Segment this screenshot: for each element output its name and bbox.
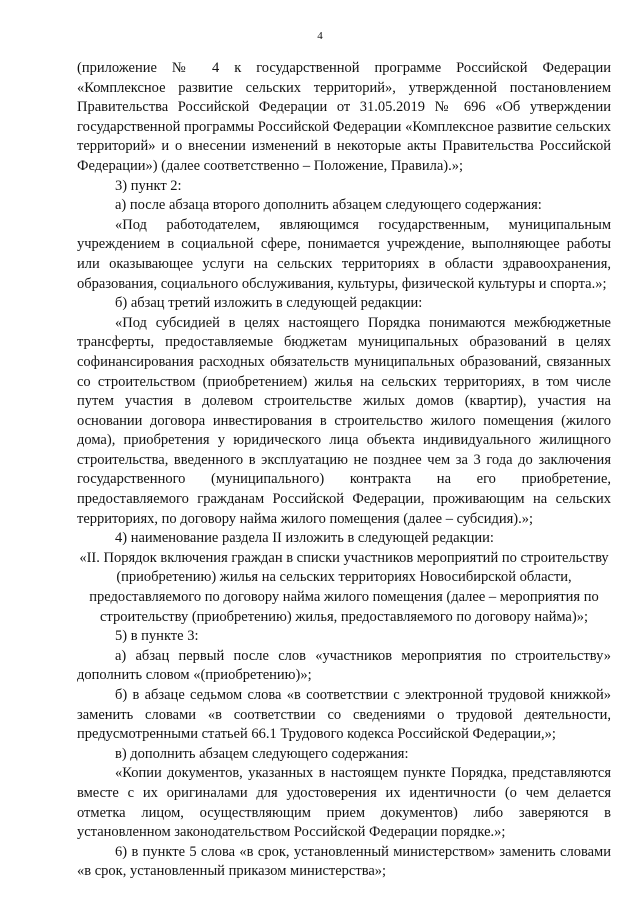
paragraph-item-3b: б) абзац третий изложить в следующей редакции: (115, 295, 423, 312)
section-ii-heading: «II. Порядок включения граждан в списки участников мероприятий по строительству (приобретению) жилья на сельских территориях Новосибирской области, предоставляемого по договору найма жилого помещения (далее – мероприятия по строительству (приобретению) жилья, предоставляемого по договору найма)»; (79, 549, 609, 625)
paragraph-item-5: 5) в пункте 3: (115, 628, 199, 645)
document-body (77, 59, 611, 882)
paragraph-item-5b: б) в абзаце седьмом слова «в соответствии с электронной трудовой книжкой» заменить словами «в соответствии со сведениями о трудовой деятельности, предусмотренными статьей 66.1 Трудового кодекса Российской Федерации,»; (77, 687, 611, 743)
paragraph-item-5a: а) абзац первый после слов «участников мероприятия по строительству» дополнить словом «(приобретению)»; (77, 647, 611, 684)
paragraph-employer-definition: «Под работодателем, являющимся государственным, муниципальным учреждением в социальной сфере, понимается учреждение, выполняющее работы или оказывающее услуги на сельских территориях в области здравоохранения, образования, социального обслуживания, культуры, физической культуры и спорта.»; (77, 216, 611, 292)
paragraph-copies-of-documents: «Копии документов, указанных в настоящем пункте Порядка, представляются вместе с их оригиналами для удостоверения их идентичности (о чем делается отметка лицом, осуществляющим прием документов) либо заверяются в установленном законодательством Российской Федерации порядке.»; (77, 765, 611, 841)
paragraph-subsidy-definition: «Под субсидией в целях настоящего Порядка понимаются межбюджетные трансферты, предоставляемые бюджетам муниципальных образований в целях софинансирования расходных обязательств муниципальных образований, связанных со строительством (приобретением) жилья на сельских территориях, в том числе путем участия в долевом строительстве жилых домов (квартир), участия на основании договора инвестирования в строительство жилого помещения (жилого дома), приобретения у юридического лица объекта индивидуального жилищного строительства, введенного в эксплуатацию не позднее чем за 3 года до заключения государственного (муниципального) контракта на его приобретение, предоставляемого гражданам Российской Федерации, проживающим на сельских территориях, по договору найма жилого помещения (далее – субсидия).»; (77, 314, 611, 527)
paragraph-item-3a: а) после абзаца второго дополнить абзацем следующего содержания: (115, 197, 542, 214)
paragraph-appendix-reference: (приложение № 4 к государственной программе Российской Федерации «Комплексное развитие сельских территорий», утвержденной постановлением Правительства Российской Федерации от 31.05.2019 № 696 «Об утверждении государственной программы Российской Федерации «Комплексное развитие сельских территорий» и о внесении изменений в некоторые акты Правительства Российской Федерации») (далее соответственно – Положение, Правила).»; (77, 60, 611, 174)
paragraph-item-4: 4) наименование раздела II изложить в следующей редакции: (115, 530, 494, 547)
paragraph-item-3: 3) пункт 2: (115, 177, 182, 194)
page-number: 4 (317, 30, 323, 42)
paragraph-item-6: 6) в пункте 5 слова «в срок, установленный министерством» заменить словами «в срок, установленный приказом министерства»; (77, 843, 611, 880)
paragraph-item-5v: в) дополнить абзацем следующего содержания: (115, 745, 409, 762)
